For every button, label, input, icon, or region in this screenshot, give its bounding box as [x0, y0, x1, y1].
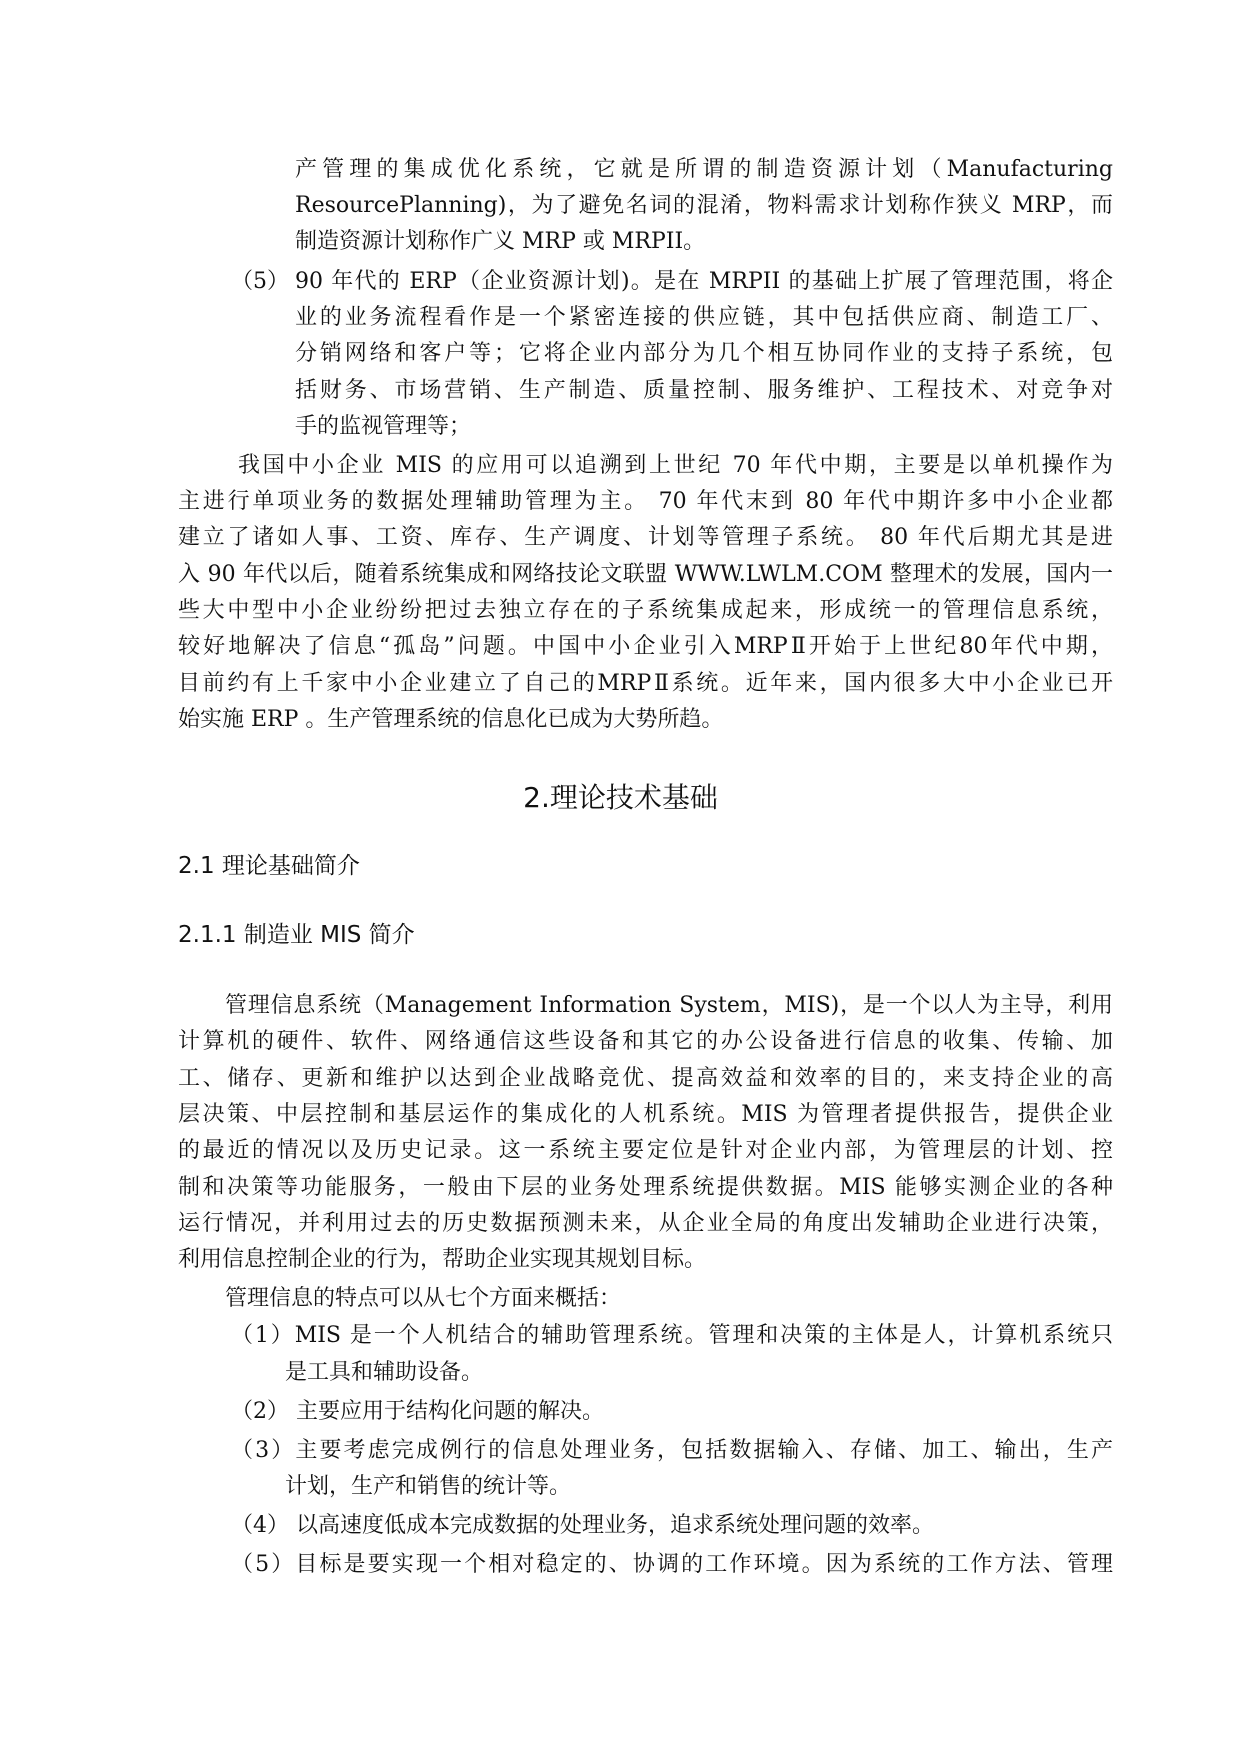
list-item-continuation: ResourcePlanning)，为了避免名词的混淆，物料需求计划称作狭义 MRP，而 [295, 193, 1113, 218]
feature-item: （5）目标是要实现一个相对稳定的、协调的工作环境。因为系统的工作方法、管理 [231, 1552, 1113, 1577]
paragraph-line: 管理信息系统（Management Information System，MIS)，是一个以人为主导，利用 [225, 993, 1113, 1018]
list-item-continuation: 制造资源计划称作广义 MRP 或 MRPII。 [295, 229, 706, 254]
feature-item: （2） 主要应用于结构化问题的解决。 [231, 1399, 604, 1424]
paragraph-line: 层决策、中层控制和基层运作的集成化的人机系统。MIS 为管理者提供报告，提供企业 [178, 1102, 1113, 1127]
paragraph-line: 建立了诸如人事、工资、库存、生产调度、计划等管理子系统。 80 年代后期尤其是进 [178, 525, 1113, 550]
feature-item: （3）主要考虑完成例行的信息处理业务，包括数据输入、存储、加工、输出，生产 [231, 1438, 1113, 1463]
paragraph-line: 目前约有上千家中小企业建立了自己的MRPⅡ系统。近年来，国内很多大中小企业已开 [178, 671, 1113, 696]
paragraph-line: 工、储存、更新和维护以达到企业战略竞优、提高效益和效率的目的，来支持企业的高 [178, 1066, 1113, 1091]
feature-item: （4） 以高速度低成本完成数据的处理业务，追求系统处理问题的效率。 [231, 1513, 934, 1538]
list-item-text: 分销网络和客户等；它将企业内部分为几个相互协同作业的支持子系统，包 [295, 341, 1113, 366]
paragraph-line: 利用信息控制企业的行为，帮助企业实现其规划目标。 [178, 1247, 707, 1272]
list-item-marker: （5） [231, 269, 289, 294]
list-item-continuation: 产管理的集成优化系统，它就是所谓的制造资源计划（Manufacturing [295, 157, 1113, 182]
paragraph-line: 制和决策等功能服务，一般由下层的业务处理系统提供数据。MIS 能够实测企业的各种 [178, 1175, 1113, 1200]
feature-item: （1）MIS 是一个人机结合的辅助管理系统。管理和决策的主体是人，计算机系统只 [231, 1323, 1113, 1348]
paragraph-line: 的最近的情况以及历史记录。这一系统主要定位是针对企业内部，为管理层的计划、控 [178, 1138, 1113, 1163]
list-item-text: 90 年代的 ERP（企业资源计划)。是在 MRPII 的基础上扩展了管理范围，将企 [295, 269, 1113, 294]
paragraph-line: 计算机的硬件、软件、网络通信这些设备和其它的办公设备进行信息的收集、传输、加 [178, 1029, 1113, 1054]
features-intro: 管理信息的特点可以从七个方面来概括： [225, 1286, 622, 1311]
paragraph-line: 入 90 年代以后，随着系统集成和网络技论文联盟 WWW.LWLM.COM 整理术的发展，国内一 [178, 562, 1113, 587]
list-item-text: 括财务、市场营销、生产制造、质量控制、服务维护、工程技术、对竞争对 [295, 378, 1113, 403]
paragraph-line: 运行情况，并利用过去的历史数据预测未来，从企业全局的角度出发辅助企业进行决策， [178, 1211, 1113, 1236]
feature-item-continuation: 计划，生产和销售的统计等。 [285, 1474, 572, 1499]
paragraph-line: 主进行单项业务的数据处理辅助管理为主。 70 年代末到 80 年代中期许多中小企业都 [178, 489, 1113, 514]
subsubsection-title: 2.1.1 制造业 MIS 简介 [178, 922, 415, 948]
paragraph-line: 始实施 ERP 。生产管理系统的信息化已成为大势所趋。 [178, 707, 724, 732]
section-title: 2.理论技术基础 [523, 781, 718, 814]
paragraph-line: 我国中小企业 MIS 的应用可以追溯到上世纪 70 年代中期，主要是以单机操作为 [238, 453, 1113, 478]
subsection-title: 2.1 理论基础简介 [178, 853, 360, 879]
feature-item-continuation: 是工具和辅助设备。 [285, 1360, 484, 1385]
list-item-text: 业的业务流程看作是一个紧密连接的供应链，其中包括供应商、制造工厂、 [295, 305, 1113, 330]
paragraph-line: 较好地解决了信息“孤岛”问题。中国中小企业引入MRPⅡ开始于上世纪80年代中期， [178, 634, 1113, 659]
paragraph-line: 些大中型中小企业纷纷把过去独立存在的子系统集成起来，形成统一的管理信息系统， [178, 598, 1113, 623]
list-item-text: 手的监视管理等； [295, 414, 472, 439]
